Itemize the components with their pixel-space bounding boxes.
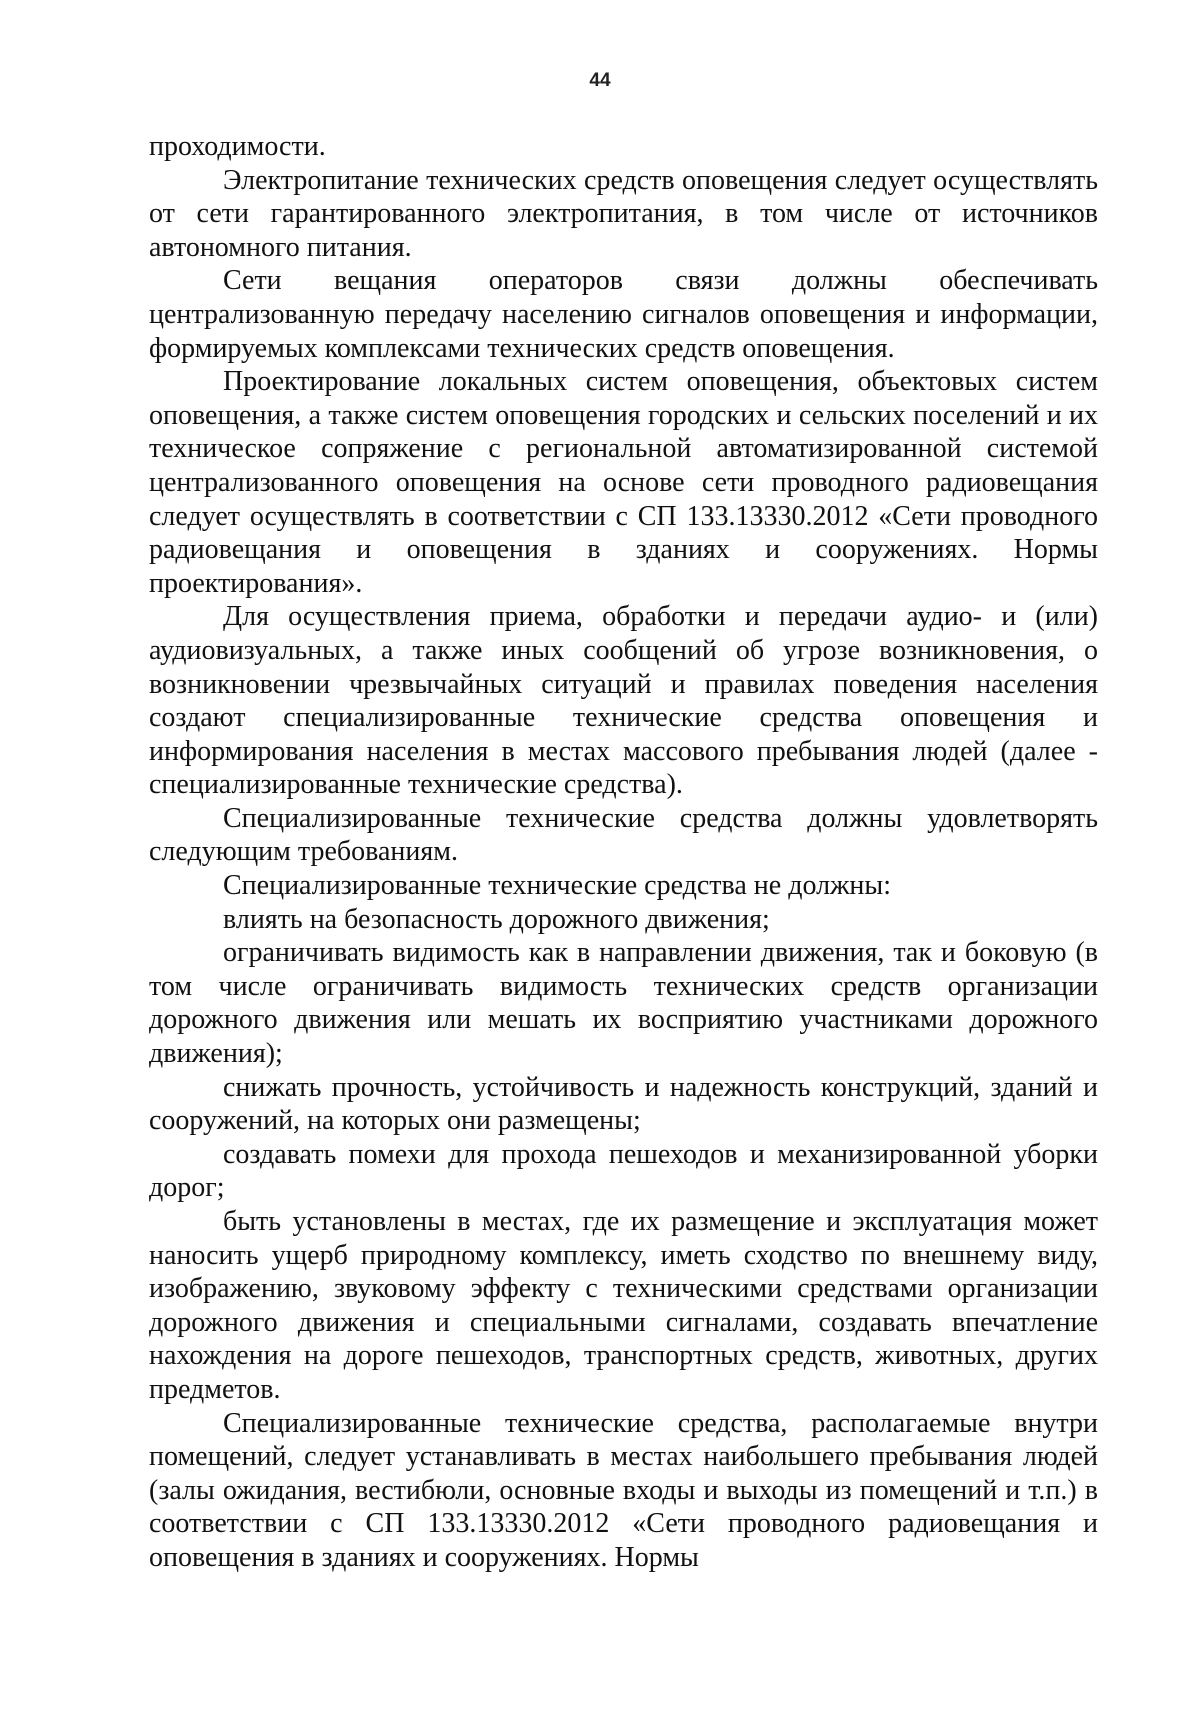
paragraph-specialized-means: Для осуществления приема, обработки и передачи аудио- и (или) аудиовизуальных, а также иных сообщений об угрозе возникновения, о возникновении чрезвычайных ситуаций и правилах поведения населения создают специализированные технические средства оповещения и информирования населения в местах массового пребывания людей (далее - специализированные технические средства). [149, 601, 1098, 801]
paragraph-broadcast-networks: Сети вещания операторов связи должны обеспечивать централизованную передачу населению сигналов оповещения и информации, формируемых комплексами технических средств оповещения. [149, 265, 1098, 364]
paragraph-system-design: Проектирование локальных систем оповещения, объектовых систем оповещения, а также систем оповещения городских и сельских поселений и их техническое сопряжение с региональной автоматизированной системой централизованного оповещения на основе сети проводного радиовещания следует осуществлять в соответствии с СП 133.13330.2012 «Сети проводного радиовещания и оповещения в зданиях и сооружениях. Нормы проектирования». [149, 366, 1098, 599]
paragraph-indoor-placement: Специализированные технические средства, располагаемые внутри помещений, следует устанавливать в местах наибольшего пребывания людей (залы ожидания, вестибюли, основные входы и выходы из помещений и т.п.) в соответствии с СП 133.13330.2012 «Сети проводного радиовещания и оповещения в зданиях и сооружениях. Нормы [149, 1407, 1098, 1573]
list-item-placement-restrictions: быть установлены в местах, где их размещение и эксплуатация может наносить ущерб природному комплексу, иметь сходство по внешнему виду, изображению, звуковому эффекту с техническими средствами организации дорожного движения и специальными сигналами, создавать впечатление нахождения на дороге пешеходов, транспортных средств, животных, других предметов. [149, 1206, 1098, 1405]
page-number: 44 [589, 70, 611, 91]
list-item-pedestrian-obstruction: создавать помехи для прохода пешеходов и механизированной уборки дорог; [149, 1138, 1098, 1204]
paragraph-must-not: Специализированные технические средства не должны: [223, 870, 891, 902]
list-item-structural-strength: снижать прочность, устойчивость и надежность конструкций, зданий и сооружений, на которых они размещены; [149, 1071, 1098, 1137]
list-item-traffic-safety: влиять на безопасность дорожного движения; [223, 903, 770, 935]
paragraph-power-supply: Электропитание технических средств оповещения следует осуществлять от сети гарантированного электропитания, в том числе от источников автономного питания. [149, 164, 1098, 263]
document-body [149, 130, 1098, 1575]
paragraph-requirements-intro: Специализированные технические средства должны удовлетворять следующим требованиям. [149, 802, 1098, 868]
paragraph-continuation: проходимости. [149, 131, 326, 162]
list-item-visibility: ограничивать видимость как в направлении движения, так и боковую (в том числе ограничивать видимость технических средств организации дорожного движения или мешать их восприятию участниками дорожного движения); [149, 937, 1098, 1070]
